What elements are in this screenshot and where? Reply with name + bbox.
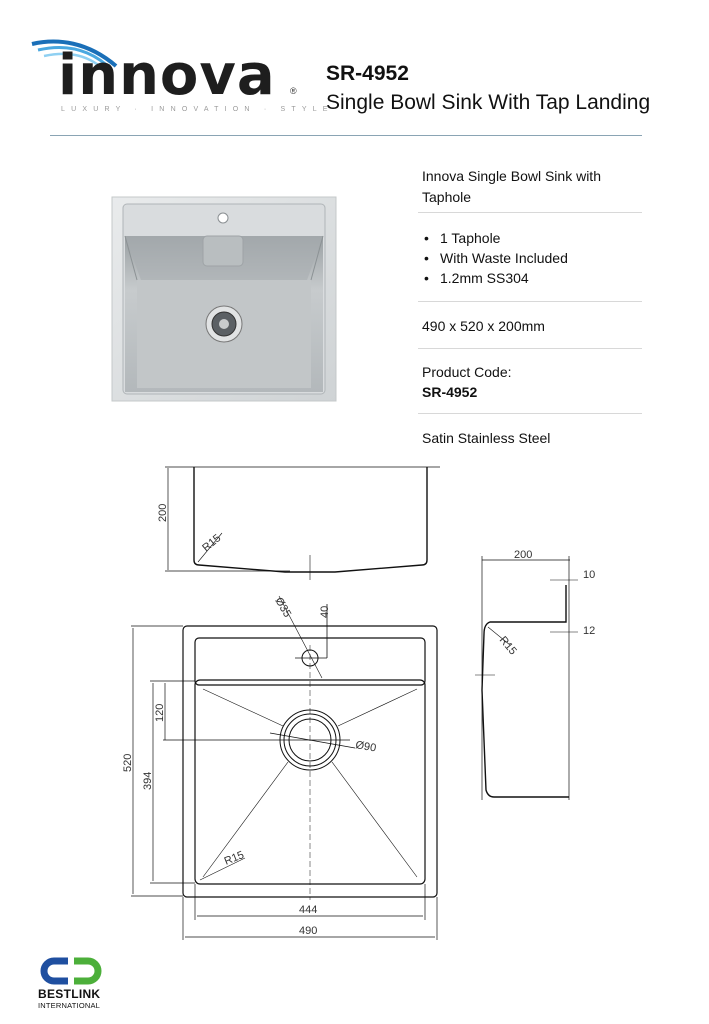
spec-divider (418, 301, 642, 302)
spec-divider (418, 413, 642, 414)
dim-profile-width: 200 (514, 549, 533, 561)
dim-waste-offset: 120 (154, 703, 166, 722)
dim-side-radius: R15 (200, 532, 224, 555)
dim-overall-width: 490 (299, 925, 318, 937)
spec-finish: Satin Stainless Steel (422, 430, 551, 446)
spec-product-code-label: Product Code: (422, 364, 512, 380)
dim-profile-lip-side: 12 (583, 625, 596, 637)
feature-item: • 1 Taphole (422, 228, 642, 248)
spec-features (422, 228, 642, 288)
spec-divider (418, 212, 642, 213)
dim-waste-diameter: Ø90 (354, 739, 378, 755)
product-code-heading: SR-4952 (326, 62, 409, 85)
dim-overall-length: 520 (122, 753, 134, 772)
dim-corner-radius: R15 (222, 849, 246, 868)
spec-product-code-value: SR-4952 (422, 384, 478, 400)
product-title: Single Bowl Sink With Tap Landing (326, 91, 651, 114)
plan-view (131, 596, 437, 940)
dim-profile-radius: R15 (496, 634, 519, 658)
dim-side-height: 200 (157, 503, 169, 522)
company-subtitle: INTERNATIONAL (38, 1001, 101, 1010)
spec-description: Innova Single Bowl Sink with Taphole (422, 168, 601, 205)
brand-wordmark: innova (58, 43, 276, 108)
dim-inner-width: 444 (299, 904, 318, 916)
profile-view (475, 556, 578, 800)
company-name: BESTLINK (38, 987, 101, 1001)
bestlink-logo (36, 955, 116, 1015)
spec-dimensions: 490 x 520 x 200mm (422, 318, 545, 334)
feature-item: • 1.2mm SS304 (422, 268, 642, 288)
dim-inner-length: 394 (142, 771, 154, 790)
side-view (165, 467, 440, 580)
brand-tagline: LUXURY · INNOVATION · STYLE (61, 106, 334, 113)
registered-mark: ® (290, 86, 297, 96)
innova-logo (28, 38, 334, 118)
header-divider (50, 135, 642, 136)
chain-link-icon (38, 955, 104, 985)
technical-drawing (0, 450, 709, 950)
feature-item: • With Waste Included (422, 248, 642, 268)
dim-taphole-diameter: Ø35 (272, 595, 294, 620)
dim-taphole-offset: 40 (319, 605, 331, 618)
dim-profile-lip-top: 10 (583, 569, 596, 581)
product-photo (111, 196, 337, 402)
spec-divider (418, 348, 642, 349)
